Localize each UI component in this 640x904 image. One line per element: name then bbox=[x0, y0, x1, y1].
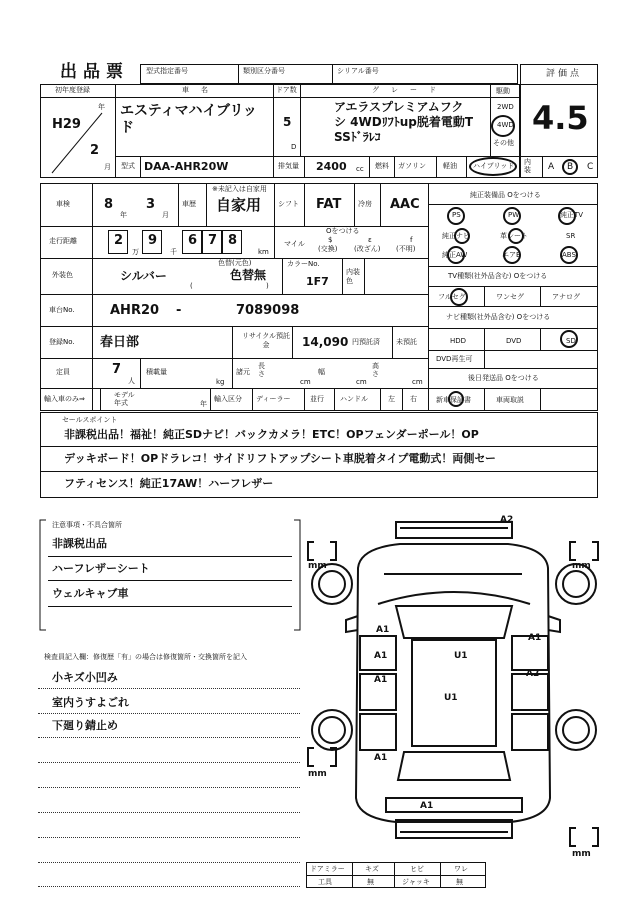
navi-sd-circle bbox=[560, 330, 578, 348]
sales-label: セールスポイント bbox=[62, 416, 118, 424]
car-damage-diagram bbox=[300, 508, 606, 868]
id-number-row bbox=[140, 64, 518, 84]
dealer-option: ディーラー bbox=[256, 395, 291, 403]
legend-item-1: ドアミラー bbox=[310, 865, 345, 873]
doors-unit: D bbox=[291, 143, 297, 151]
ac-label: 冷房 bbox=[358, 200, 372, 208]
equip-leather: 革シート bbox=[500, 232, 528, 240]
equip-pw: PW bbox=[508, 211, 520, 219]
shaken-month-unit: 月 bbox=[162, 211, 169, 219]
handle-label: ハンドル bbox=[340, 395, 368, 403]
drive-2wd: 2WD bbox=[497, 103, 514, 111]
width-cm: cm bbox=[356, 378, 367, 386]
model-code: DAA-AHR20W bbox=[144, 160, 229, 173]
legend-value-3: ジャッキ bbox=[402, 878, 430, 886]
history-label: 車歴 bbox=[182, 200, 196, 208]
model-year-unit: 年 bbox=[200, 400, 207, 408]
navi-sd: SD bbox=[566, 337, 576, 345]
width-label: 幅 bbox=[318, 368, 325, 376]
mileage-label: 走行距離 bbox=[49, 237, 77, 245]
sales-line-1: 非課税出品！福祉！純正SDナビ！バックカメラ！ETC！OPフェンダーポール！OP bbox=[64, 428, 479, 441]
legend-value-1: 工具 bbox=[318, 878, 332, 886]
year-unit: 年 bbox=[98, 103, 105, 111]
reg-month: 2 bbox=[90, 143, 100, 158]
mm-label: mm bbox=[572, 849, 591, 859]
shift-label: シフト bbox=[278, 200, 299, 208]
car-name: エスティマハイブリッド bbox=[120, 103, 257, 136]
shaken-month: 3 bbox=[146, 197, 156, 212]
equip-abs: ABS bbox=[562, 251, 576, 259]
import-div-label: 輸入区分 bbox=[214, 395, 242, 403]
inspector-line-2: 室内うすよごれ bbox=[52, 696, 129, 709]
sales-line-2: デッキボード！OPドラレコ！サイドリフトアップシート車脱着タイプ電動式！両側セー bbox=[64, 452, 496, 465]
recycle-label: リサイクル預託金 bbox=[241, 332, 291, 349]
score-value: 4.5 bbox=[532, 99, 589, 137]
color-no-label: カラーNo. bbox=[287, 260, 320, 268]
page-title: 出品票 bbox=[60, 62, 129, 82]
name-label: 車名 bbox=[182, 86, 220, 94]
mark-bottom: A1 bbox=[420, 801, 434, 811]
unit-km: km bbox=[258, 248, 269, 256]
repaint-label: 色替(元色) bbox=[218, 259, 252, 267]
mark-left-2: A1 bbox=[374, 675, 388, 685]
handle-left: 左 bbox=[388, 395, 395, 403]
chassis-number: 7089098 bbox=[236, 303, 300, 318]
grade-label: グレード bbox=[372, 86, 448, 94]
mark-left-1: A1 bbox=[374, 651, 388, 661]
mileage-digit-1: 2 bbox=[114, 233, 124, 248]
mm-label: mm bbox=[572, 561, 591, 571]
tv-oneseg: ワンセグ bbox=[496, 293, 524, 301]
legend-item-3: ヒビ bbox=[410, 865, 424, 873]
mark-front-left: A1 bbox=[376, 625, 390, 635]
shift-value: FAT bbox=[316, 197, 342, 212]
shaken-year-unit: 年 bbox=[120, 211, 127, 219]
import-label: 輸入車のみ⇒ bbox=[44, 395, 85, 403]
equip-pw-circle bbox=[503, 207, 521, 225]
grade-value: アエラスプレミアムフクシ 4WDﾘﾌﾄup脱着電動TSSﾄﾞﾗﾚｺ bbox=[334, 100, 474, 144]
tv-fullseg-circle bbox=[450, 288, 468, 306]
equip-navi-circle bbox=[454, 228, 470, 244]
mark-top: A2 bbox=[500, 515, 514, 525]
mileage-digit-2: 9 bbox=[148, 233, 158, 248]
note-line-3: ウェルキャブ車 bbox=[52, 587, 129, 600]
model-year-label: モデル年式 bbox=[114, 391, 135, 407]
plate-value: 春日部 bbox=[100, 335, 140, 350]
disp-value: 2400 bbox=[316, 160, 347, 173]
unit-man: 万 bbox=[132, 248, 139, 256]
height-cm: cm bbox=[412, 378, 423, 386]
doors-label: ドア数 bbox=[276, 86, 297, 94]
navi-dvd: DVD bbox=[506, 337, 522, 345]
mile-unknown: (不明) bbox=[396, 245, 416, 253]
mark-center-2: U1 bbox=[444, 693, 458, 703]
mm-label: mm bbox=[308, 561, 327, 571]
interior-b: B bbox=[567, 162, 574, 172]
color-value: シルバー bbox=[120, 269, 167, 283]
equip-navi: 純正ナビ bbox=[442, 232, 470, 240]
equip-ps-circle bbox=[447, 207, 465, 225]
len-label: 長さ bbox=[258, 362, 265, 378]
drive-label: 駆動 bbox=[496, 87, 510, 95]
recycle-done: 円預託済 bbox=[352, 338, 380, 346]
navi-hdd: HDD bbox=[450, 337, 467, 345]
paren-open: ( bbox=[190, 282, 193, 290]
fuel-hybrid-circle bbox=[469, 157, 517, 176]
shaken-year: 8 bbox=[104, 197, 114, 212]
handle-right: 右 bbox=[410, 395, 417, 403]
equip-airbag-circle bbox=[503, 246, 521, 264]
tv-fullseg: フルセグ bbox=[438, 293, 466, 301]
load-label: 積載量 bbox=[146, 368, 167, 376]
reg-label: 初年度登録 bbox=[55, 86, 90, 94]
navi-title: ナビ種類(社外品含む) Oをつける bbox=[446, 313, 551, 321]
mile-tamper: (改ざん) bbox=[354, 245, 381, 253]
recycle-not: 未預託 bbox=[396, 338, 417, 346]
tv-title: TV種類(社外品含む) Oをつける bbox=[448, 272, 548, 280]
fuel-gas: ガソリン bbox=[398, 162, 426, 170]
ac-value: AAC bbox=[390, 197, 420, 212]
equip-airbag: エアB bbox=[502, 251, 521, 259]
equip-tv-circle bbox=[558, 207, 576, 225]
equip-abs-circle bbox=[560, 246, 578, 264]
paren-close: ) bbox=[266, 282, 269, 290]
history-value: 自家用 bbox=[216, 196, 262, 214]
rui-label: 類別区分番号 bbox=[243, 67, 285, 75]
mark-center-1: U1 bbox=[454, 651, 468, 661]
disp-label: 排気量 bbox=[278, 162, 299, 170]
month-unit: 月 bbox=[104, 163, 111, 171]
interior-label: 内装 bbox=[524, 158, 531, 174]
equip-sr: SR bbox=[566, 232, 576, 240]
recycle-value: 14,090 bbox=[302, 335, 349, 349]
kata-label: 型式指定番号 bbox=[146, 67, 188, 75]
chassis-dash: - bbox=[176, 303, 182, 318]
load-kg: kg bbox=[216, 378, 225, 386]
mileage-digit-4: 7 bbox=[208, 233, 218, 248]
mile-sym3: f bbox=[410, 236, 413, 244]
interior-c: C bbox=[587, 162, 594, 172]
mileage-digit-3: 6 bbox=[188, 233, 198, 248]
model-label: 型式 bbox=[121, 162, 135, 170]
dvd-label: DVD再生可 bbox=[436, 355, 473, 363]
equip-title: 純正装備品 Oをつける bbox=[470, 191, 541, 199]
equip-leather-circle bbox=[508, 228, 524, 244]
equip-ps: PS bbox=[452, 211, 461, 219]
mark-right-2: A2 bbox=[526, 669, 540, 679]
sales-line-3: フティセンス！純正17AW！ハーフレザー bbox=[64, 477, 274, 490]
color-no-value: 1F7 bbox=[306, 275, 329, 288]
cap-value: 7 bbox=[112, 362, 122, 377]
int-color-label: 内装色 bbox=[346, 268, 360, 285]
mile-note: Oをつける bbox=[326, 227, 360, 235]
height-label: 高さ bbox=[372, 362, 379, 378]
mileage-digit-5: 8 bbox=[228, 233, 238, 248]
interior-a: A bbox=[548, 162, 555, 172]
chassis-prefix: AHR20 bbox=[110, 303, 160, 318]
equip-aw-circle bbox=[447, 246, 465, 264]
plate-label: 登録No. bbox=[49, 338, 75, 346]
equip-tv: 純正TV bbox=[560, 211, 584, 219]
shaken-label: 車検 bbox=[56, 200, 70, 208]
mm-label: mm bbox=[308, 769, 327, 779]
len-cm: cm bbox=[300, 378, 311, 386]
parallel-option: 並行 bbox=[310, 395, 324, 403]
inspector-line-3: 下廻り錆止め bbox=[52, 719, 118, 732]
note-line-1: 非課税出品 bbox=[52, 537, 107, 550]
mile-label: マイル bbox=[284, 240, 305, 248]
chassis-label: 車台No. bbox=[49, 306, 75, 314]
later-warranty: 新車保証書 bbox=[436, 396, 471, 404]
mile-sym1: $ bbox=[328, 236, 333, 244]
mark-right-1: A1 bbox=[528, 633, 542, 643]
later-title: 後日発送品 Oをつける bbox=[468, 374, 539, 382]
doors-value: 5 bbox=[283, 115, 292, 129]
color-label: 外装色 bbox=[52, 271, 73, 279]
later-manual: 車両取説 bbox=[496, 396, 524, 404]
serial-label: シリアル番号 bbox=[337, 67, 379, 75]
drive-4wd-circle bbox=[491, 115, 515, 137]
mile-swap: (交換) bbox=[318, 245, 338, 253]
interior-b-circle bbox=[562, 159, 578, 175]
note-line-2: ハーフレザーシート bbox=[52, 562, 150, 575]
inspector-label: 検査員記入欄：修復歴「有」の場合は修復箇所・交換箇所を記入 bbox=[44, 653, 247, 661]
fuel-diesel: 軽油 bbox=[443, 162, 457, 170]
score-label: 評価点 bbox=[546, 69, 583, 79]
legend-value-4: 無 bbox=[456, 878, 463, 886]
fuel-label: 燃料 bbox=[375, 162, 389, 170]
later-warranty-circle bbox=[448, 391, 464, 407]
history-note: ※未記入は自家用 bbox=[212, 185, 267, 193]
reg-year: H29 bbox=[52, 117, 81, 132]
disp-unit: cc bbox=[356, 165, 364, 173]
cap-unit: 人 bbox=[128, 377, 135, 385]
unit-sen: 千 bbox=[170, 248, 177, 256]
fuel-hybrid: ハイブリッド bbox=[473, 162, 515, 170]
drive-other: その他 bbox=[493, 139, 514, 147]
legend-item-2: キズ bbox=[365, 865, 379, 873]
legend-value-2: 無 bbox=[367, 878, 374, 886]
inspector-line-1: 小キズ小凹み bbox=[52, 671, 118, 684]
mark-rear-left: A1 bbox=[374, 753, 388, 763]
cap-label: 定員 bbox=[56, 368, 70, 376]
drive-4wd: 4WD bbox=[497, 121, 514, 129]
mile-sym2: ɛ bbox=[368, 236, 372, 244]
legend-item-4: ワレ bbox=[454, 865, 468, 873]
notes-label: 注意事項・不具合箇所 bbox=[52, 521, 122, 529]
equip-aw: 純正AW bbox=[442, 251, 468, 259]
repaint-value: 色替無 bbox=[230, 268, 267, 282]
tv-analog: アナログ bbox=[552, 293, 580, 301]
dims-label: 諸元 bbox=[236, 368, 250, 376]
